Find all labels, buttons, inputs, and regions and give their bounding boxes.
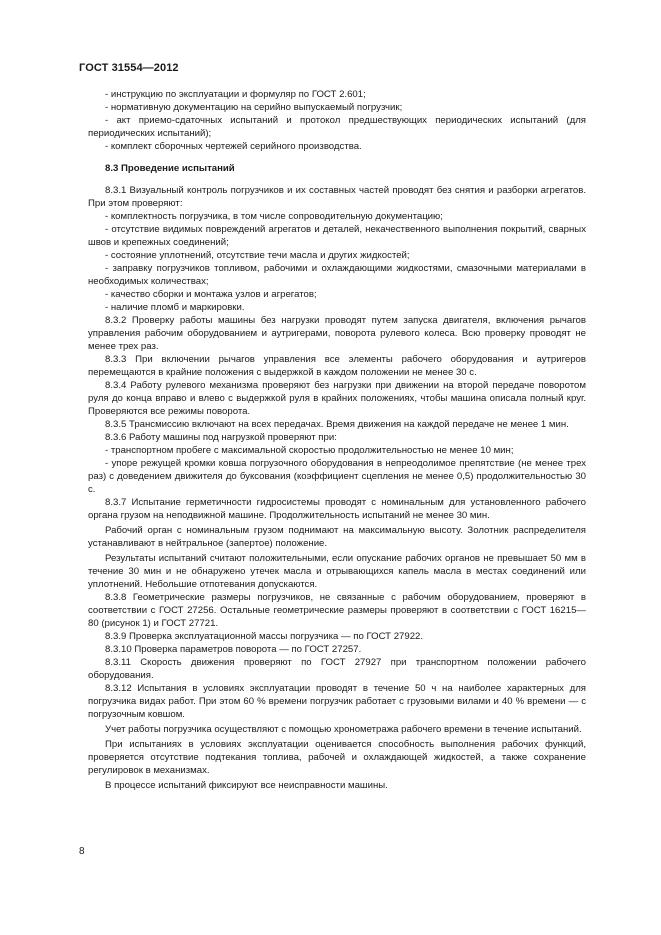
paragraph: При испытаниях в условиях эксплуатации оценивается способность выполнения рабочих функций, проверяется отсутствие подтекания топлива, рабочей и охлаждающей жидкостей, а также сохранение регулировок в механизмах. [88, 739, 586, 776]
list-item: - качество сборки и монтажа узлов и агрегатов; [105, 289, 317, 300]
list-item: - нормативную документацию на серийно выпускаемый погрузчик; [105, 102, 403, 113]
list-item: - упоре режущей кромки ковша погрузочного оборудования в непреодолимое препятствие (не менее трех раз) с доведением движителя до буксования (коэффициент сцепления не менее 0,5) продолжительностью 30 с. [88, 458, 586, 495]
paragraph: 8.3.7 Испытание герметичности гидросистемы проводят с номинальным для установленного рабочего органа грузом на неподвижной машине. Продолжительность испытаний не менее 30 мин. [88, 497, 586, 521]
paragraph: 8.3.6 Работу машины под нагрузкой проверяют при: [105, 432, 337, 443]
list-item: - инструкцию по эксплуатации и формуляр по ГОСТ 2.601; [105, 89, 366, 100]
paragraph: Учет работы погрузчика осуществляют с помощью хронометража рабочего времени в течение испытаний. [105, 724, 582, 735]
list-item: - комплектность погрузчика, в том числе сопроводительную документацию; [105, 211, 443, 222]
paragraph: 8.3.5 Трансмиссию включают на всех передачах. Время движения на каждой передаче не менее 1 мин. [105, 419, 569, 430]
list-item: - состояние уплотнений, отсутствие течи масла и других жидкостей; [105, 250, 410, 261]
paragraph: 8.3.11 Скорость движения проверяют по ГОСТ 27927 при транспортном положении рабочего оборудования. [88, 657, 586, 681]
list-item: - отсутствие видимых повреждений агрегатов и деталей, некачественного выполнения покрытий, сварных швов и крепежных соединений; [88, 224, 586, 248]
paragraph: Результаты испытаний считают положительными, если опускание рабочих органов не превышает 50 мм в течение 30 мин и не обнаружено утечек масла и отрывающихся капель масла в местах соединений или уплотнений. Небольшие отпотевания допускаются. [88, 553, 586, 590]
paragraph: 8.3.12 Испытания в условиях эксплуатации проводят в течение 50 ч на наиболее характерных для погрузчика видах работ. При этом 60 % времени погрузчик работает с грузовыми вилами и 40 % времени — с погрузочным ковшом. [88, 683, 586, 720]
document-body [88, 88, 586, 792]
list-item: - наличие пломб и маркировки. [105, 302, 245, 313]
document-header: ГОСТ 31554—2012 [79, 62, 179, 74]
list-item: - транспортном пробеге с максимальной скоростью продолжительностью не менее 10 мин; [105, 445, 514, 456]
paragraph: 8.3.8 Геометрические размеры погрузчиков, не связанные с рабочим оборудованием, проверяют в соответствии с ГОСТ 27256. Остальные геометрические размеры проверяют в соответствии с ГОСТ 16215—80 (рисунок 1) и ГОСТ 27721. [88, 592, 586, 629]
paragraph: Рабочий орган с номинальным грузом поднимают на максимальную высоту. Золотник распределителя устанавливают в нейтральное (запертое) положение. [88, 525, 586, 549]
list-item: - заправку погрузчиков топливом, рабочими и охлаждающими жидкостями, смазочными материалами в необходимых количествах; [88, 263, 586, 287]
paragraph: 8.3.3 При включении рычагов управления все элементы рабочего оборудования и аутригеров перемещаются в крайние положения с выдержкой в каждом положении не менее 30 с. [88, 354, 586, 378]
section-title: 8.3 Проведение испытаний [105, 163, 235, 174]
list-item: - комплект сборочных чертежей серийного производства. [105, 141, 362, 152]
paragraph: 8.3.2 Проверку работы машины без нагрузки проводят путем запуска двигателя, включения рычагов управления рабочим оборудованием и аутригерами, поворота рулевого колеса. Всю проверку проводят не менее трех раз. [88, 315, 586, 352]
paragraph: 8.3.10 Проверка параметров поворота — по ГОСТ 27257. [105, 644, 362, 655]
paragraph: 8.3.1 Визуальный контроль погрузчиков и их составных частей проводят без снятия и разборки агрегатов. При этом проверяют: [88, 185, 586, 209]
paragraph: 8.3.4 Работу рулевого механизма проверяют без нагрузки при движении на второй передаче поворотом руля до конца вправо и влево с выдержкой руля в крайних положениях, чтобы машина описала полный круг. Проверяются все режимы поворота. [88, 380, 586, 417]
paragraph: 8.3.9 Проверка эксплуатационной массы погрузчика — по ГОСТ 27922. [105, 631, 424, 642]
list-item: - акт приемо-сдаточных испытаний и протокол предшествующих периодических испытаний (для периодических испытаний); [88, 115, 586, 139]
paragraph: В процессе испытаний фиксируют все неисправности машины. [105, 780, 388, 791]
page-number: 8 [79, 846, 85, 857]
